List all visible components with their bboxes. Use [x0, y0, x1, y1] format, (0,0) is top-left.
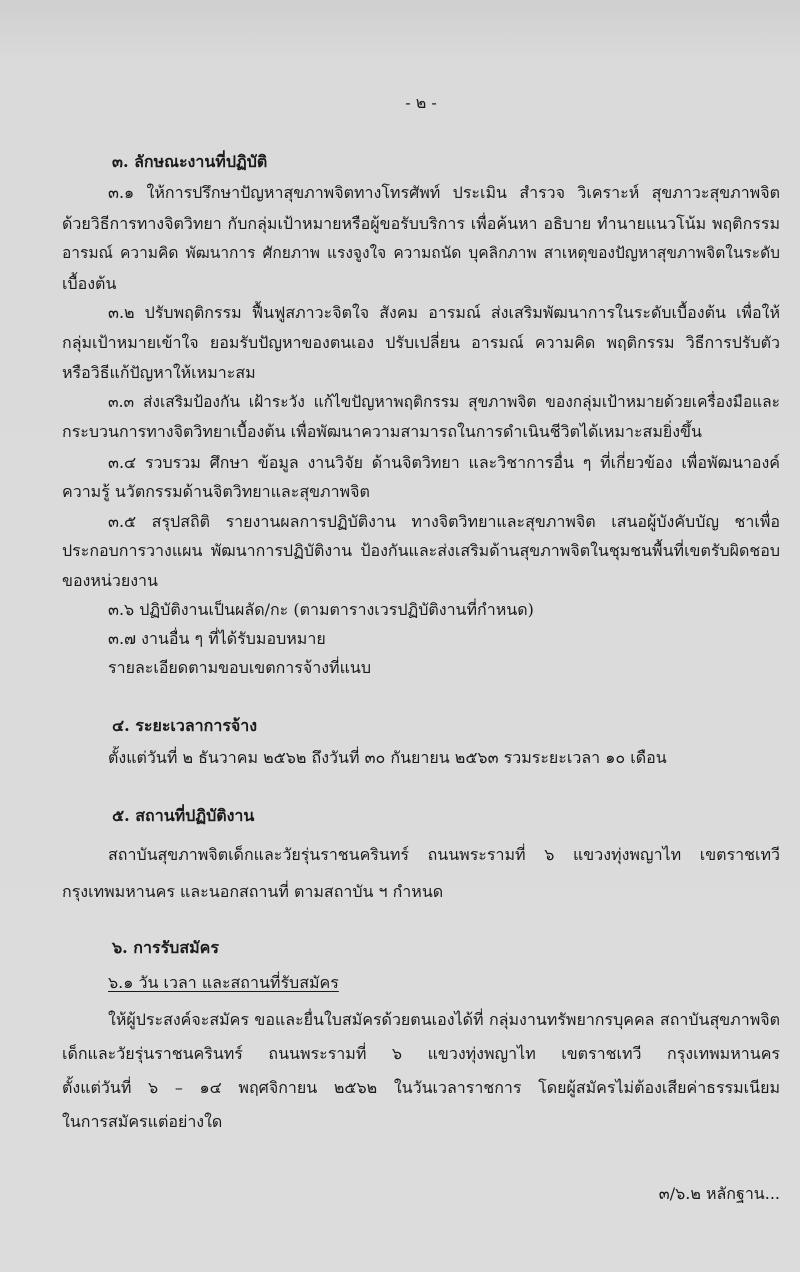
section-6-1-subheading: ๖.๑ วัน เวลา และสถานที่รับสมัคร: [108, 973, 339, 992]
item-3-3-line-1: ๓.๓ ส่งเสริมป้องกัน เฝ้าระวัง แก้ไขปัญหาพฤติกรรม สุขภาพจิต ของกลุ่มเป้าหมายด้วยเครื่องมือและ: [108, 393, 780, 411]
detail-note: รายละเอียดตามขอบเขตการจ้างที่แนบ: [108, 658, 372, 677]
item-3-2-line-1: ๓.๒ ปรับพฤติกรรม ฟื้นฟูสภาวะจิตใจ สังคม อารมณ์ ส่งเสริมพัฒนาการในระดับเบื้องต้น เพื่อให้: [108, 303, 780, 322]
application-line-4: ในการสมัครแต่อย่างใด: [62, 1112, 223, 1131]
item-3-1-line-1: ๓.๑ ให้การปรึกษาปัญหาสุขภาพจิตทางโทรศัพท์ ประเมิน สำรวจ วิเคราะห์ สุขภาวะสุขภาพจิต: [108, 183, 780, 202]
section-6-heading: ๖. การรับสมัคร: [112, 938, 219, 957]
item-3-2-line-2: กลุ่มเป้าหมายเข้าใจ ยอมรับปัญหาของตนเอง ปรับเปลี่ยน อารมณ์ ความคิด พฤติกรรม วิธีการปรับตัว: [62, 333, 780, 352]
employment-period: ตั้งแต่วันที่ ๒ ธันวาคม ๒๕๖๒ ถึงวันที่ ๓๐ กันยายน ๒๕๖๓ รวมระยะเวลา ๑๐ เดือน: [108, 748, 667, 767]
item-3-5-line-2: ประกอบการวางแผน พัฒนาการปฏิบัติงาน ป้องกันและส่งเสริมด้านสุขภาพจิตในชุมชนพื้นที่เขตรับผิดชอบ: [62, 541, 780, 560]
application-line-1: ให้ผู้ประสงค์จะสมัคร ขอและยื่นใบสมัครด้วยตนเองได้ที่ กลุ่มงานทรัพยากรบุคคล สถาบันสุขภาพจิต: [108, 1010, 780, 1029]
item-3-1-line-2: ด้วยวิธีการทางจิตวิทยา กับกลุ่มเป้าหมายหรือผู้ขอรับบริการ เพื่อค้นหา อธิบาย ทำนายแนวโน้ม พฤติกรรม: [62, 214, 780, 233]
item-3-1-line-3: อารมณ์ ความคิด พัฒนาการ ศักยภาพ แรงจูงใจ ความถนัด บุคลิกภาพ สาเหตุของปัญหาสุขภาพจิตในระดับ: [62, 244, 780, 262]
item-3-6: ๓.๖ ปฏิบัติงานเป็นผลัด/กะ (ตามตารางเวรปฏิบัติงานที่กำหนด): [108, 600, 534, 619]
item-3-7: ๓.๗ งานอื่น ๆ ที่ได้รับมอบหมาย: [108, 629, 326, 648]
item-3-1-line-4: เบื้องต้น: [62, 274, 117, 293]
item-3-5-line-1: ๓.๕ สรุปสถิติ รายงานผลการปฏิบัติงาน ทางจิตวิทยาและสุขภาพจิต เสนอผู้บังคับบัญ ชาเพื่อ: [108, 512, 780, 531]
item-3-4-line-1: ๓.๔ รวบรวม ศึกษา ข้อมูล งานวิจัย ด้านจิตวิทยา และวิชาการอื่น ๆ ที่เกี่ยวข้อง เพื่อพัฒนาองค์: [108, 453, 780, 472]
item-3-3-line-2: กระบวนการทางจิตวิทยาเบื้องต้น เพื่อพัฒนาความสามารถในการดำเนินชีวิตได้เหมาะสมยิ่งขึ้น: [62, 422, 702, 441]
item-3-2-line-3: หรือวิธีแก้ปัญหาให้เหมาะสม: [62, 363, 256, 382]
section-4-heading: ๔. ระยะเวลาการจ้าง: [112, 716, 258, 735]
section-5-heading: ๕. สถานที่ปฏิบัติงาน: [112, 806, 255, 825]
workplace-line-2: กรุงเทพมหานคร และนอกสถานที่ ตามสถาบัน ฯ กำหนด: [62, 882, 444, 901]
item-3-5-line-3: ของหน่วยงาน: [62, 571, 158, 590]
section-3-heading: ๓. ลักษณะงานที่ปฏิบัติ: [112, 152, 268, 171]
item-3-4-line-2: ความรู้ นวัตกรรมด้านจิตวิทยาและสุขภาพจิต: [62, 482, 370, 501]
workplace-line-1: สถาบันสุขภาพจิตเด็กและวัยรุ่นราชนครินทร์ ถนนพระรามที่ ๖ แขวงทุ่งพญาไท เขตราชเทวี: [108, 845, 780, 864]
application-line-3: ตั้งแต่วันที่ ๖ – ๑๔ พฤศจิกายน ๒๕๖๒ ในวันเวลาราชการ โดยผู้สมัครไม่ต้องเสียค่าธรรมเนียม: [62, 1078, 780, 1097]
application-line-2: เด็กและวัยรุ่นราชนครินทร์ ถนนพระรามที่ ๖ แขวงทุ่งพญาไท เขตราชเทวี กรุงเทพมหานคร: [62, 1044, 780, 1063]
continuation-note: ๓/๖.๒ หลักฐาน...: [658, 1184, 780, 1203]
page-number: - ๒ -: [405, 93, 437, 112]
